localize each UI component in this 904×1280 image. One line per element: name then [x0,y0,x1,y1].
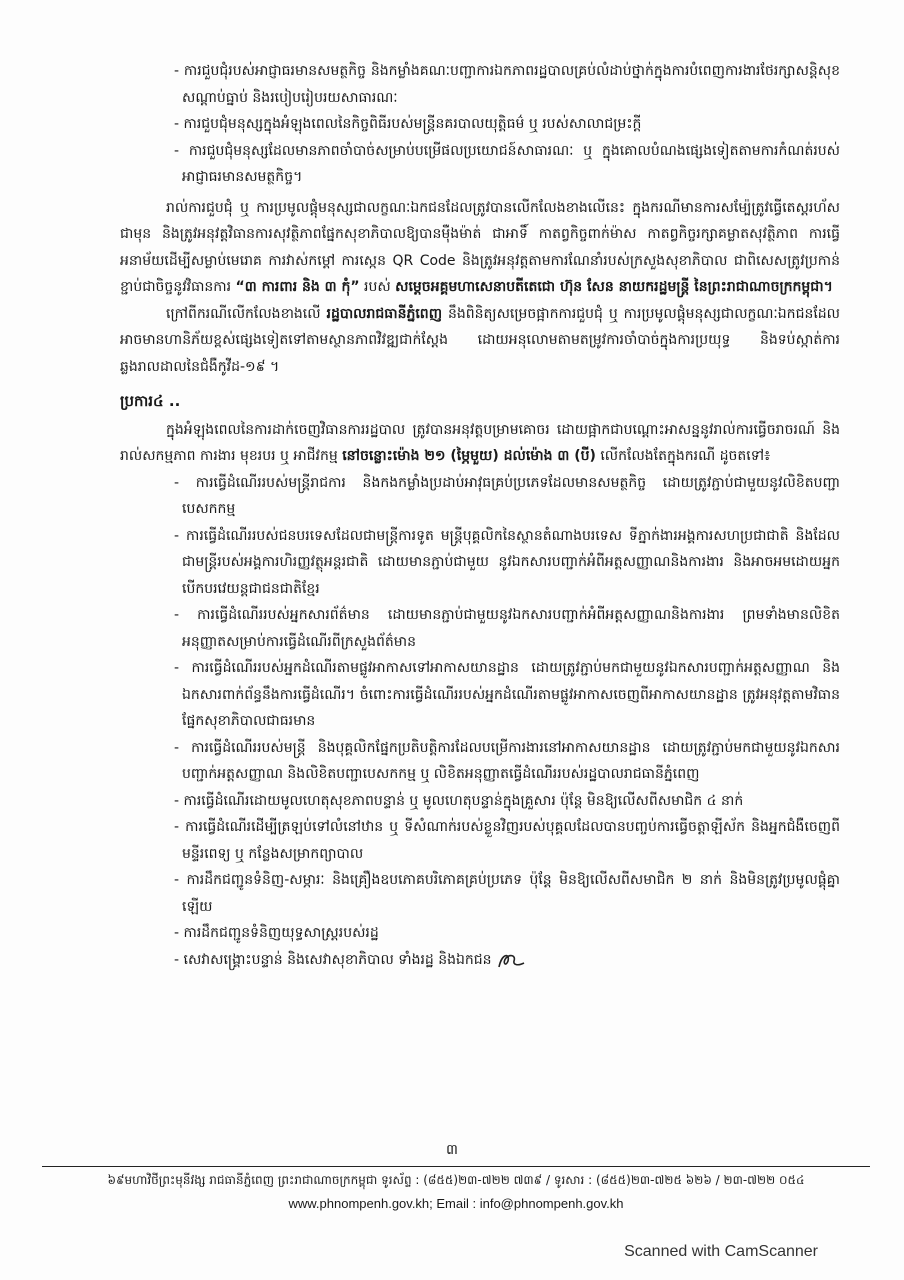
exemption-bullet-2: - ការជួបជុំមនុស្សក្នុងអំឡុងពេលនៃកិច្ចពិធីរបស់មន្ត្រីនគរបាលយុត្តិធម៌ ឬ របស់សាលាជម្រះក្តី [174,116,642,132]
curfew-exemption-10: - សេវាសង្គ្រោះបន្ទាន់ និងសេវាសុខាភិបាល ទាំងរដ្ឋ និងឯកជន [182,947,840,974]
curfew-exemption-8: - ការដឹកជញ្ជូនទំនិញ-សម្ភារៈ និងគ្រឿងឧបភោគបរិភោគគ្រប់ប្រភេទ ប៉ុន្តែ មិនឱ្យលើសពីសមាជិក ២ នាក់ និងមិនត្រូវប្រមូលផ្តុំគ្នាឡើយ [174,872,840,915]
suspension-paragraph: ក្រៅពីករណីលើកលែងខាងលើ រដ្ឋបាលរាជធានីភ្នំពេញ នឹងពិនិត្យសម្រេចផ្អាកការជួបជុំ ឬ ការប្រមូលផ្តុំមនុស្សជាលក្ខណៈឯកជនដែលអាចមានហានិភ័យខ្ពស់ផ្សេងទៀតទៅតាមស្ថានភាពវិវឌ្ឍជាក់ស្តែង ដោយអនុលោមតាមតម្រូវការចាំបាច់ក្នុងការប្រយុទ្ធ និងទប់ស្កាត់ការឆ្លងរាលដាលនៃជំងឺកូវីដ-១៩ ។ [120,305,841,375]
curfew-exemption-3: - ការធ្វើដំណើររបស់អ្នកសារព័ត៌មាន ដោយមានភ្ជាប់ជាមួយនូវឯកសារបញ្ជាក់អំពីអត្តសញ្ញាណនិងការងារ ព្រមទាំងមានលិខិតអនុញ្ញាតសម្រាប់ការធ្វើដំណើរពីក្រសួងព័ត៌មាន [174,607,840,650]
camscanner-watermark: Scanned with CamScanner [624,1243,818,1260]
article-4-heading: ប្រការ៤ .. [120,392,181,410]
private-gathering-paragraph: រាល់ការជួបជុំ ឬ ការប្រមូលផ្តុំមនុស្សជាលក្ខណៈឯកជនដែលត្រូវបានលើកលែងខាងលើនេះ ក្នុងករណីមានការសម្ប៉ែត្រូវធ្វើតេស្តរហ័សជាមុន និងត្រូវអនុវត្តវិធានការសុវត្ថិភាពផ្នែកសុខាភិបាលឱ្យបានម៉ឺងម៉ាត់ ជាអាទិ៍ កាតព្វកិច្ចពាក់ម៉ាស កាតព្វកិច្ចរក្សាគម្លាតសុវត្ថិភាព ការធ្វើអនាម័យដើម្បីសម្លាប់មេរោគ ការវាស់កម្តៅ ការស្កេន QR Code និងត្រូវអនុវត្តតាមការណែនាំរបស់ក្រសួងសុខាភិបាល ជាពិសេសត្រូវប្រកាន់ខ្ជាប់ជាចិច្ចនូវវិធានការ “៣ ការពារ និង ៣ កុំ” របស់ សម្តេចអគ្គមហាសេនាបតីតេជោ ហ៊ុន សែន នាយករដ្ឋមន្ត្រី នៃព្រះរាជាណាចក្រកម្ពុជា។ [120,199,840,295]
curfew-intro-paragraph: ក្នុងអំឡុងពេលនៃការដាក់ចេញវិធានការរដ្ឋបាល ត្រូវបានអនុវត្តបម្រាមគោចរ ដោយផ្អាកជាបណ្តោះអាសន្ននូវរាល់ការធ្វើចរាចរណ៍ និងរាល់សកម្មភាព ការងារ មុខរបរ ឬ អាជីវកម្ម នៅចន្លោះម៉ោង ២១ (ម្ភៃមួយ) ដល់ម៉ោង ៣ (បី) លើកលែងតែក្នុងករណី ដូចតទៅ៖ [120,421,840,464]
footer-web-email: www.phnompenh.gov.kh; Email : info@phnompenh.gov.kh [288,1196,624,1211]
initials-signature [496,949,526,971]
page-number: ៣ [446,1142,458,1158]
exemption-bullet-3: - ការជួបជុំមនុស្សដែលមានភាពចាំបាច់សម្រាប់បម្រើផលប្រយោជន៍សាធារណៈ ឬ ក្នុងគោលបំណងផ្សេងទៀតតាមការកំណត់របស់អាជ្ញាធរមានសមត្ថកិច្ច។ [174,142,840,185]
exemption-bullet-1: - ការជួបជុំរបស់អាជ្ញាធរមានសមត្ថកិច្ច និងកម្លាំងគណៈបញ្ជាការឯកភាពរដ្ឋបាលគ្រប់លំដាប់ថ្នាក់ក្នុងការបំពេញការងារថែរក្សាសន្តិសុខ សណ្តាប់ធ្នាប់ និងរបៀបរៀបរយសាធារណៈ [174,63,840,106]
curfew-exemption-4: - ការធ្វើដំណើររបស់អ្នកដំណើរតាមផ្លូវអាកាសទៅអាកាសយានដ្ឋាន ដោយត្រូវភ្ជាប់មកជាមួយនូវឯកសារបញ្ជាក់អត្តសញ្ញាណ និងឯកសារពាក់ព័ន្ធនឹងការធ្វើដំណើរ។ ចំពោះការធ្វើដំណើររបស់អ្នកដំណើរតាមផ្លូវអាកាសចេញពីអាកាសយានដ្ឋាន ត្រូវអនុវត្តតាមវិធានផ្នែកសុខាភិបាលជាធរមាន [174,660,840,729]
curfew-exemption-1: - ការធ្វើដំណើររបស់មន្ត្រីរាជការ និងកងកម្លាំងប្រដាប់អាវុធគ្រប់ប្រភេទដែលមានសមត្ថកិច្ច ដោយត្រូវភ្ជាប់ជាមួយនូវលិខិតបញ្ជាបេសកកម្ម [174,474,840,517]
footer-divider [42,1166,870,1167]
curfew-exemption-7: - ការធ្វើដំណើរដើម្បីត្រឡប់ទៅលំនៅឋាន ឬ ទីសំណាក់របស់ខ្លួនវិញរបស់បុគ្គលដែលបានបញ្ចប់ការធ្វើចត្តាឡីស័ក និងអ្នកជំងឺចេញពីមន្ទីរពេទ្យ ឬ កន្លែងសម្រាកព្យាបាល [174,819,840,862]
curfew-exemption-5: - ការធ្វើដំណើររបស់មន្ត្រី និងបុគ្គលិកផ្នែកប្រតិបត្តិការដែលបម្រើការងារនៅអាកាសយានដ្ឋាន ដោយត្រូវភ្ជាប់មកជាមួយនូវឯកសារបញ្ជាក់អត្តសញ្ញាណ និងលិខិតបញ្ជាបេសកកម្ម ឬ លិខិតអនុញ្ញាតធ្វើដំណើររបស់រដ្ឋបាលរាជធានីភ្នំពេញ [174,739,840,782]
curfew-exemption-9: - ការដឹកជញ្ជូនទំនិញយុទ្ធសាស្ត្ររបស់រដ្ឋ [174,925,379,941]
footer-address: ៦៩មហាវិថីព្រះមុនីវង្ស រាជធានីភ្នំពេញ ព្រះរាជាណាចក្រកម្ពុជា ទូរស័ព្ទ : (៨៥៥)២៣-៧២២ ៧៣៩ / ទូរសារ : (៨៥៥)២៣-៧២៥ ៦២៦ / ២៣-៧២២ ០៥៤ [107,1173,805,1187]
document-body [120,58,840,973]
curfew-exemption-6: - ការធ្វើដំណើរដោយមូលហេតុសុខភាពបន្ទាន់ ឬ មូលហេតុបន្ទាន់ក្នុងគ្រួសារ ប៉ុន្តែ មិនឱ្យលើសពីសមាជិក ៤ នាក់ [174,792,744,809]
curfew-exemption-2: - ការធ្វើដំណើររបស់ជនបរទេសដែលជាមន្ត្រីការទូត មន្ត្រីបុគ្គលិកនៃស្ថានតំណាងបរទេស ទីភ្នាក់ងារអង្គការសហប្រជាជាតិ និងដែលជាមន្ត្រីរបស់អង្គការហិរញ្ញវត្ថុអន្តរជាតិ ដោយមានភ្ជាប់ជាមួយ នូវឯកសារបញ្ជាក់អំពីអត្តសញ្ញាណនិងការងារ និងអាចអមដោយអ្នកបើកបរវេយន្តជាជនជាតិខ្មែរ [174,527,840,597]
